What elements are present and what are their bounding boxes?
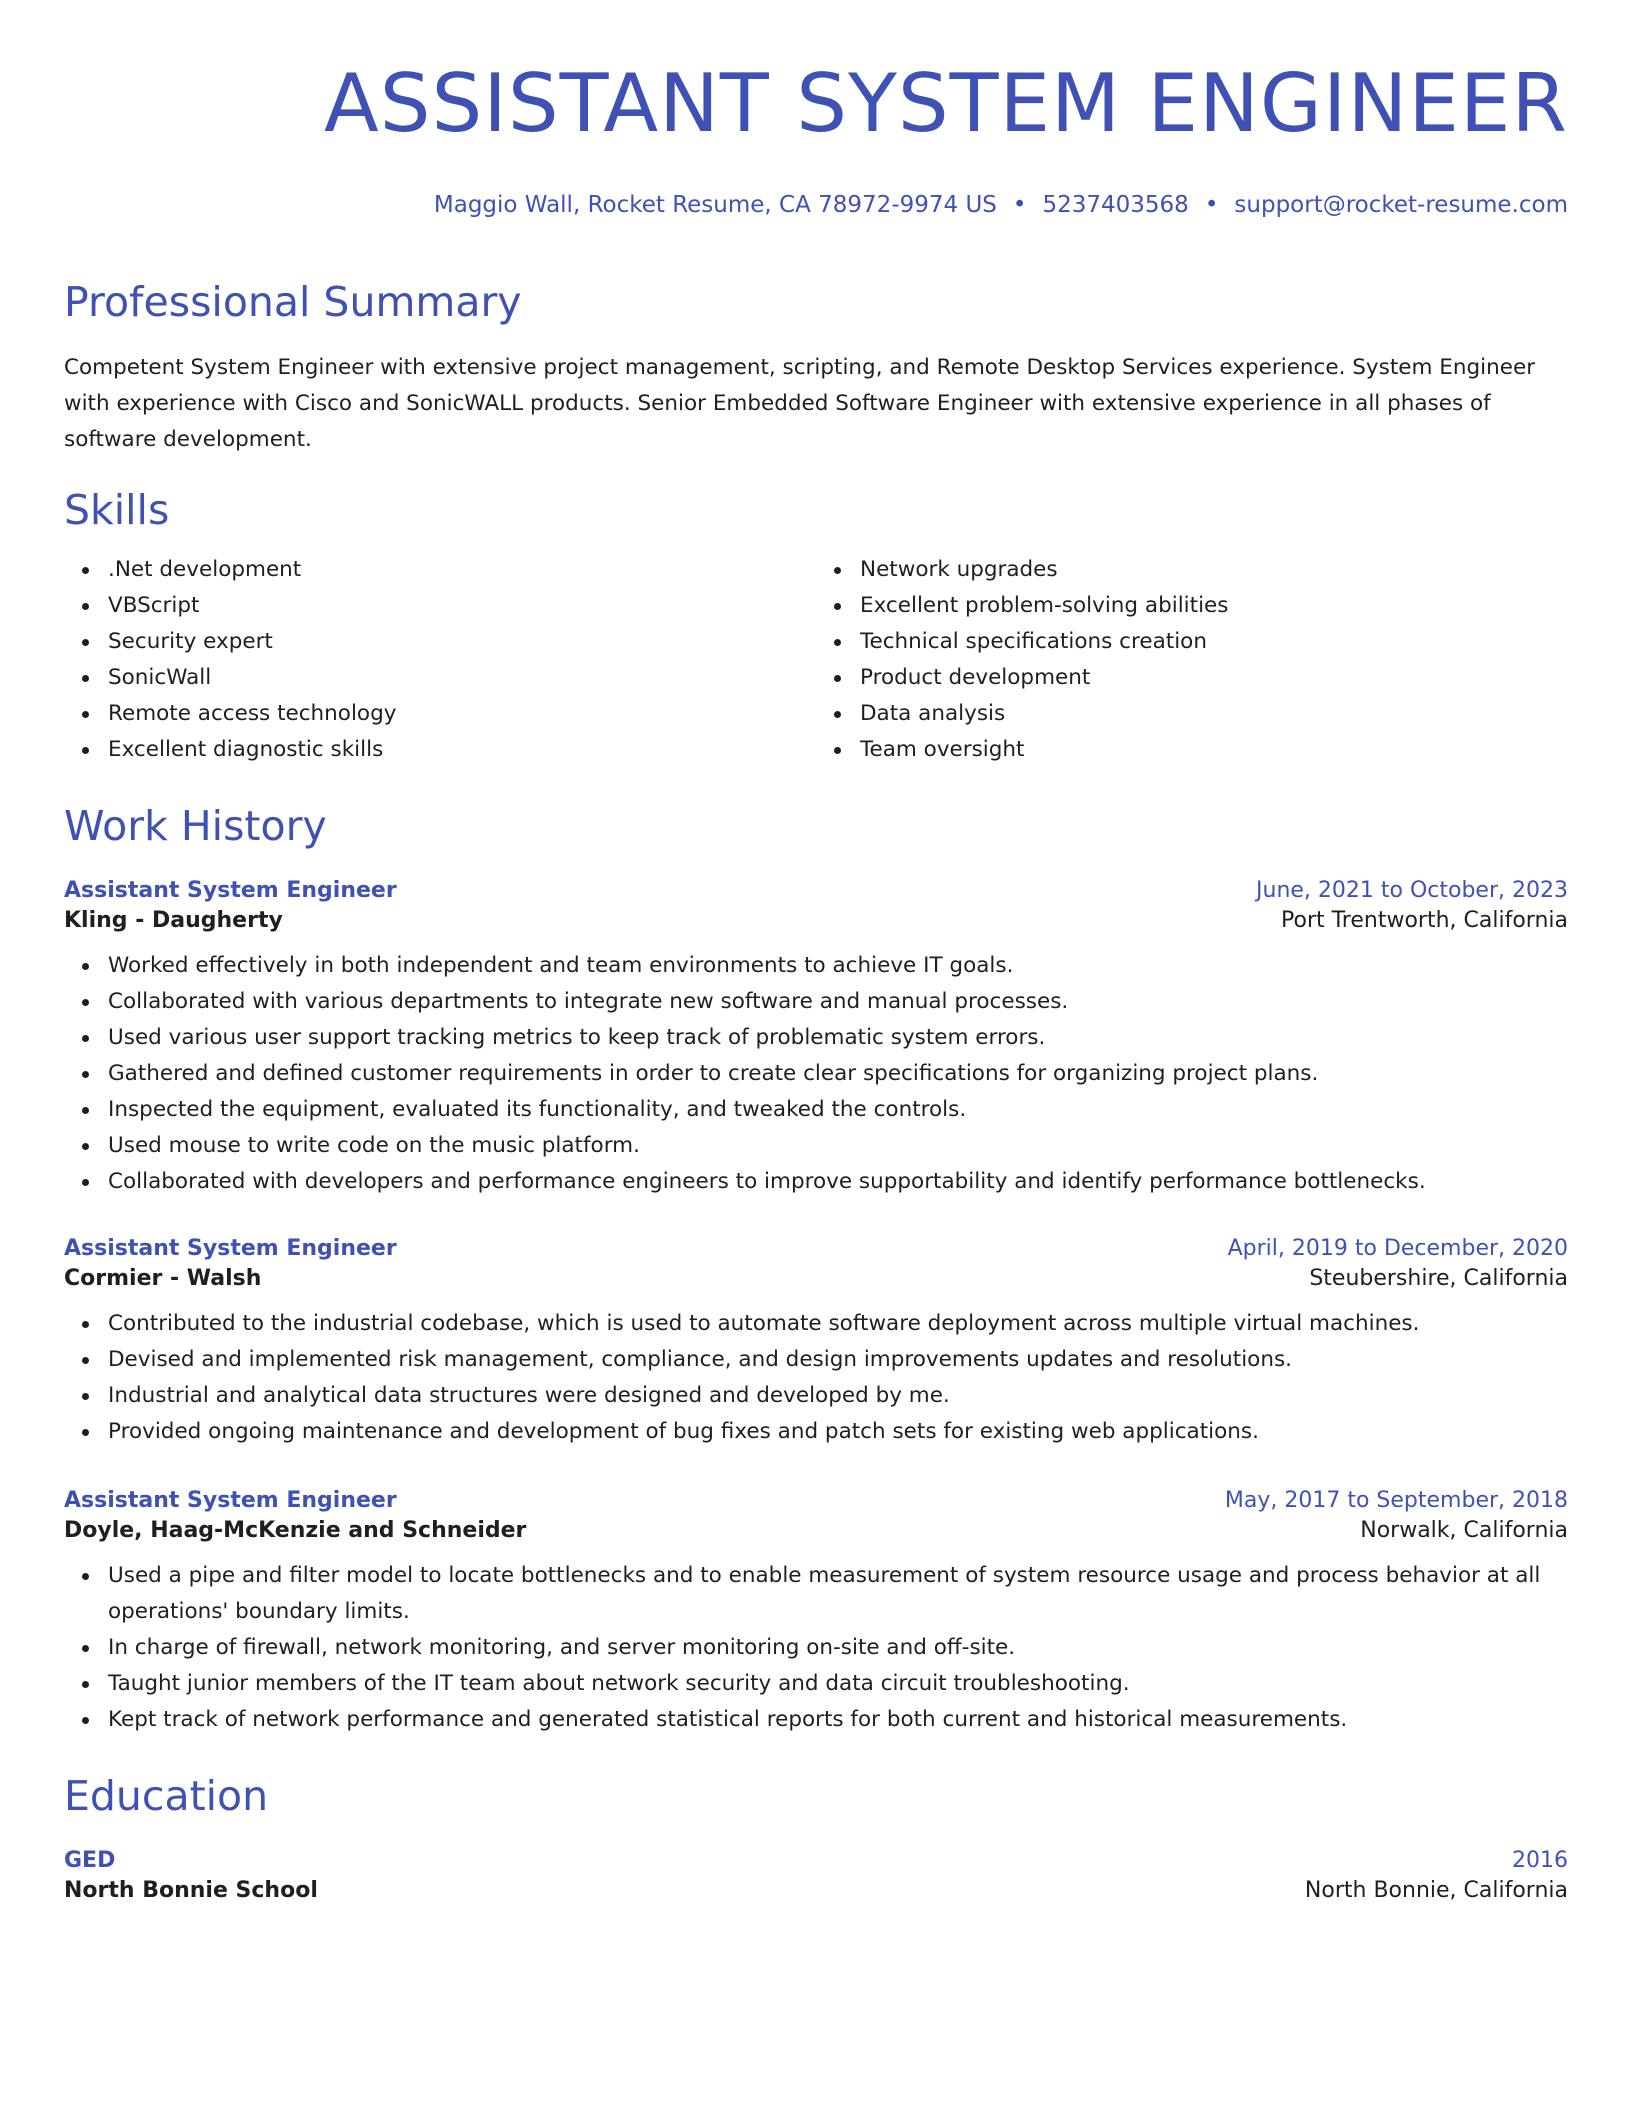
job-company: Cormier - Walsh bbox=[64, 1266, 262, 1291]
job-dates: April, 2019 to December, 2020 bbox=[1227, 1236, 1568, 1261]
job-bullet: Kept track of network performance and generated statistical reports for both current and historical measurements. bbox=[108, 1702, 1568, 1738]
job-bullet: Worked effectively in both independent and team environments to achieve IT goals. bbox=[108, 948, 1568, 984]
work-history-section bbox=[64, 800, 1568, 1738]
job-location: Norwalk, California bbox=[1360, 1518, 1568, 1543]
page-title: ASSISTANT SYSTEM ENGINEER bbox=[324, 57, 1568, 150]
job-bullet: Inspected the equipment, evaluated its functionality, and tweaked the controls. bbox=[108, 1092, 1568, 1128]
skill-item: SonicWall bbox=[108, 660, 816, 696]
contact-email: support@rocket-resume.com bbox=[1234, 192, 1568, 218]
summary-heading: Professional Summary bbox=[64, 278, 522, 326]
contact-separator: • bbox=[1012, 192, 1027, 218]
education-school-row bbox=[64, 1876, 1568, 1906]
summary-section bbox=[64, 276, 1568, 458]
job-company: Kling - Daugherty bbox=[64, 908, 283, 933]
contact-line bbox=[64, 190, 1568, 220]
skills-list-left bbox=[64, 552, 816, 768]
job-location: Port Trentworth, California bbox=[1281, 908, 1568, 933]
skill-item: Product development bbox=[860, 660, 1568, 696]
job-location: Steubershire, California bbox=[1309, 1266, 1568, 1291]
skills-section bbox=[64, 484, 1568, 768]
work-history-heading: Work History bbox=[64, 802, 327, 850]
job-bullet: In charge of firewall, network monitoring, and server monitoring on-site and off-site. bbox=[108, 1630, 1568, 1666]
job-bullet: Collaborated with developers and performance engineers to improve supportability and identify performance bottlenecks. bbox=[108, 1164, 1568, 1200]
job-company-row bbox=[64, 1516, 1568, 1546]
job-title: Assistant System Engineer bbox=[64, 1236, 397, 1261]
skills-list-right bbox=[816, 552, 1568, 768]
job-entry bbox=[64, 1486, 1568, 1738]
education-school: North Bonnie School bbox=[64, 1878, 318, 1903]
education-location: North Bonnie, California bbox=[1304, 1878, 1568, 1903]
job-header-row bbox=[64, 1486, 1568, 1516]
job-bullet: Gathered and defined customer requirements in order to create clear specifications for organizing project plans. bbox=[108, 1056, 1568, 1092]
skill-item: Excellent problem-solving abilities bbox=[860, 588, 1568, 624]
skill-item: .Net development bbox=[108, 552, 816, 588]
job-bullet: Provided ongoing maintenance and development of bug fixes and patch sets for existing web applications. bbox=[108, 1414, 1568, 1450]
skill-item: VBScript bbox=[108, 588, 816, 624]
education-section bbox=[64, 1770, 1568, 1906]
job-bullets bbox=[64, 948, 1568, 1200]
skill-item: Team oversight bbox=[860, 732, 1568, 768]
education-degree: GED bbox=[64, 1848, 116, 1873]
job-bullet: Devised and implemented risk management, compliance, and design improvements updates and resolutions. bbox=[108, 1342, 1568, 1378]
job-bullets bbox=[64, 1306, 1568, 1450]
job-bullet: Industrial and analytical data structures were designed and developed by me. bbox=[108, 1378, 1568, 1414]
contact-separator: • bbox=[1204, 192, 1219, 218]
education-header-row bbox=[64, 1846, 1568, 1876]
job-bullet: Used various user support tracking metrics to keep track of problematic system errors. bbox=[108, 1020, 1568, 1056]
job-company-row bbox=[64, 1264, 1568, 1294]
job-bullet: Contributed to the industrial codebase, which is used to automate software deployment across multiple virtual machines. bbox=[108, 1306, 1568, 1342]
summary-text: Competent System Engineer with extensive project management, scripting, and Remote Desktop Services experience. System Engineer with experience with Cisco and SonicWALL products. Senior Embedded Software Engineer with extensive experience in all phases of software development. bbox=[64, 355, 1536, 452]
job-header-row bbox=[64, 876, 1568, 906]
job-title: Assistant System Engineer bbox=[64, 878, 397, 903]
contact-address: Maggio Wall, Rocket Resume, CA 78972-9974 US bbox=[433, 192, 997, 218]
job-dates: June, 2021 to October, 2023 bbox=[1256, 878, 1568, 903]
skills-grid bbox=[64, 552, 1568, 768]
job-entry bbox=[64, 876, 1568, 1200]
education-heading: Education bbox=[64, 1772, 269, 1820]
job-entry bbox=[64, 1234, 1568, 1450]
job-header-row bbox=[64, 1234, 1568, 1264]
skill-item: Excellent diagnostic skills bbox=[108, 732, 816, 768]
job-bullet: Used mouse to write code on the music platform. bbox=[108, 1128, 1568, 1164]
skill-item: Network upgrades bbox=[860, 552, 1568, 588]
job-bullet: Used a pipe and filter model to locate bottlenecks and to enable measurement of system resource usage and process behavior at all operations' boundary limits. bbox=[108, 1558, 1568, 1630]
job-company-row bbox=[64, 906, 1568, 936]
job-bullet: Collaborated with various departments to integrate new software and manual processes. bbox=[108, 984, 1568, 1020]
skills-heading: Skills bbox=[64, 486, 170, 534]
job-title: Assistant System Engineer bbox=[64, 1488, 397, 1513]
job-company: Doyle, Haag-McKenzie and Schneider bbox=[64, 1518, 527, 1543]
resume-header bbox=[64, 0, 1568, 220]
contact-phone: 5237403568 bbox=[1042, 192, 1189, 218]
job-bullet: Taught junior members of the IT team about network security and data circuit troubleshooting. bbox=[108, 1666, 1568, 1702]
skill-item: Technical specifications creation bbox=[860, 624, 1568, 660]
job-bullets bbox=[64, 1558, 1568, 1738]
job-dates: May, 2017 to September, 2018 bbox=[1224, 1488, 1568, 1513]
skill-item: Security expert bbox=[108, 624, 816, 660]
skill-item: Remote access technology bbox=[108, 696, 816, 732]
skill-item: Data analysis bbox=[860, 696, 1568, 732]
education-entry bbox=[64, 1846, 1568, 1906]
education-year: 2016 bbox=[1512, 1848, 1568, 1873]
